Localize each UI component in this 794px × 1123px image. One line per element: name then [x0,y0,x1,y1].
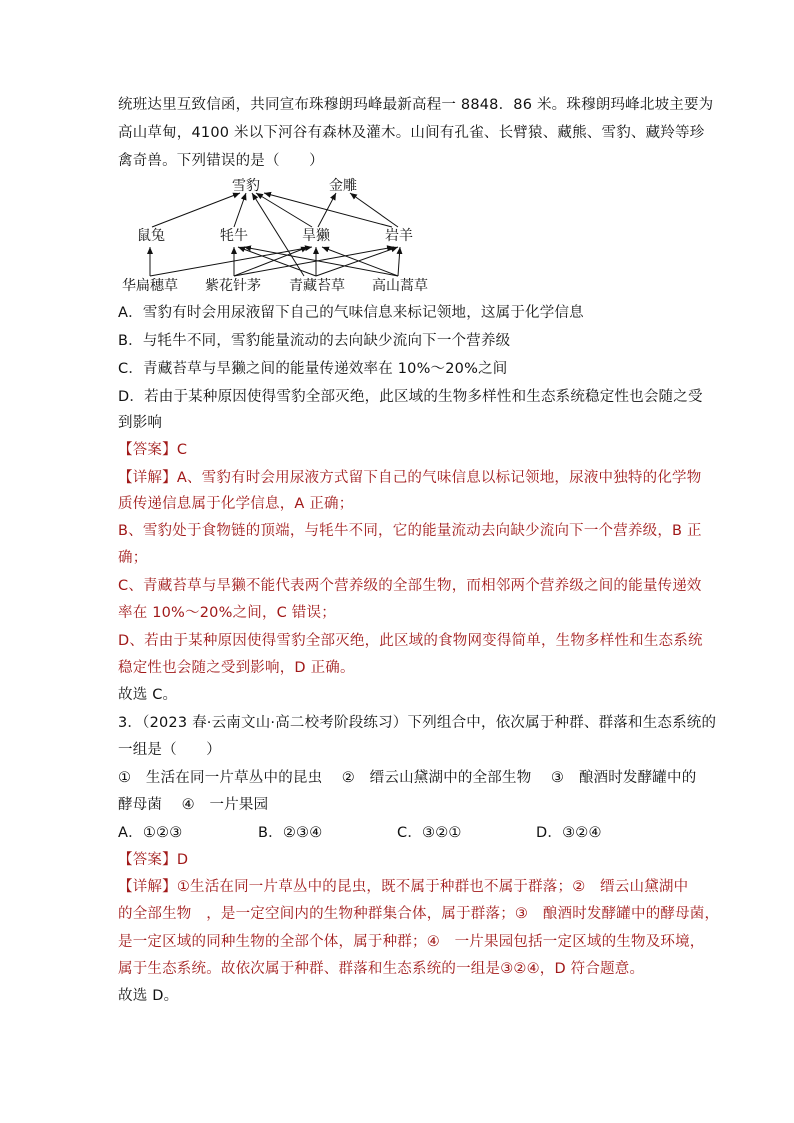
q2-explain-line-3: B、雪豹处于食物链的顶端，与牦牛不同，它的能量流动去向缺少流向下一个营养级，B 正 [118,523,702,539]
node-yak: 牦牛 [220,228,248,244]
node-golden-eagle: 金雕 [329,178,357,194]
q3-explain-line-4: 属于生态系统。故依次属于种群、群落和生态系统的一组是③②④，D 符合题意。 [118,961,645,977]
q2-option-d-cont: 到影响 [118,415,163,431]
q3-answer-tag: 【答案】 [118,852,177,868]
q2-explain-line-5: C、青藏苔草与旱獭不能代表两个营养级的全部生物，而相邻两个营养级之间的能量传递效 [118,578,702,594]
q3-items-line-1: ① 生活在同一片草丛中的昆虫 ② 缙云山黛湖中的全部生物 ③ 酿酒时发酵罐中的 [118,770,697,786]
food-web-diagram [0,0,794,300]
q2-explain-line-8: 稳定性也会随之受到影响，D 正确。 [118,660,355,676]
node-pika: 鼠兔 [137,228,165,244]
q2-explain-text-1: A、雪豹有时会用尿液方式留下自己的气味信息以标记领地，尿液中独特的化学物 [176,470,702,486]
q3-explain-line-1 [118,877,688,897]
node-blue-sheep: 岩羊 [385,228,413,244]
q2-explain-line-4: 确； [118,550,148,566]
q3-option-a: A．①②③ [118,825,183,841]
q2-option-a: A．雪豹有时会用尿液留下自己的气味信息来标记领地，这属于化学信息 [118,305,584,321]
node-kobresia: 高山蒿草 [372,278,428,294]
q2-stem-line-1: 统班达里互致信函，共同宣布珠穆朗玛峰最新高程一 8848．86 米。珠穆朗玛峰北坡主要为 [118,97,714,113]
node-carex: 青藏苔草 [289,278,345,294]
node-stipa: 紫花针茅 [205,278,261,294]
q3-explain-line-3: 是一定区域的同种生物的全部个体，属于种群；④ 一片果园包括一定区域的生物及环境， [118,934,705,950]
q2-explain-line-7: D、若由于某种原因使得雪豹全部灭绝，此区域的食物网变得简单，生物多样性和生态系统 [118,633,703,649]
q2-option-c: C．青藏苔草与旱獭之间的能量传递效率在 10%～20%之间 [118,361,508,377]
q3-explain-line-2: 的全部生物 ，是一定空间内的生物种群集合体，属于群落；③ 酿酒时发酵罐中的酵母菌， [118,906,720,922]
q3-option-d: D．③②④ [536,825,602,841]
q3-answer-line [118,850,188,870]
q3-stem-line-1: 3．（2023 春·云南文山·高二校考阶段练习）下列组合中，依次属于种群、群落和生态系统的 [118,715,717,731]
q3-explain-tag: 【详解】 [118,879,177,895]
q2-conclusion: 故选 C。 [118,687,178,703]
q3-option-b: B．②③④ [258,825,323,841]
q2-answer-tag: 【答案】 [118,442,177,458]
q2-answer-line [118,440,187,460]
q3-items-line-2: 酵母菌 ④ 一片果园 [118,797,269,813]
node-blysmus: 华扁穗草 [122,278,178,294]
q3-explain-text-1: ①生活在同一片草丛中的昆虫，既不属于种群也不属于群落；② 缙云山黛湖中 [176,879,689,895]
q2-explain-line-1 [118,468,701,488]
q3-option-c: C．③②① [397,825,462,841]
food-web-arrows [150,193,400,276]
q2-option-b: B．与牦牛不同，雪豹能量流动的去向缺少流向下一个营养级 [118,333,511,349]
q2-option-d: D．若由于某种原因使得雪豹全部灭绝，此区域的生物多样性和生态系统稳定性也会随之受 [118,389,703,405]
q2-answer-value: C [176,442,188,458]
node-marmot: 旱獭 [302,228,330,244]
q2-explain-line-6: 率在 10%～20%之间，C 错误； [118,605,336,621]
q2-explain-line-2: 质传递信息属于化学信息，A 正确； [118,496,354,512]
q2-stem-line-3: 禽奇兽。下列错误的是（ ） [118,153,324,169]
node-snow-leopard: 雪豹 [232,178,260,194]
q2-stem-line-2: 高山草甸，4100 米以下河谷有森林及灌木。山间有孔雀、长臂猿、藏熊、雪豹、藏羚等珍 [118,125,705,141]
q3-conclusion: 故选 D。 [118,988,179,1004]
q2-explain-tag: 【详解】 [118,470,177,486]
q3-answer-value: D [176,852,189,868]
q3-stem-line-2: 一组是（ ） [118,742,221,758]
